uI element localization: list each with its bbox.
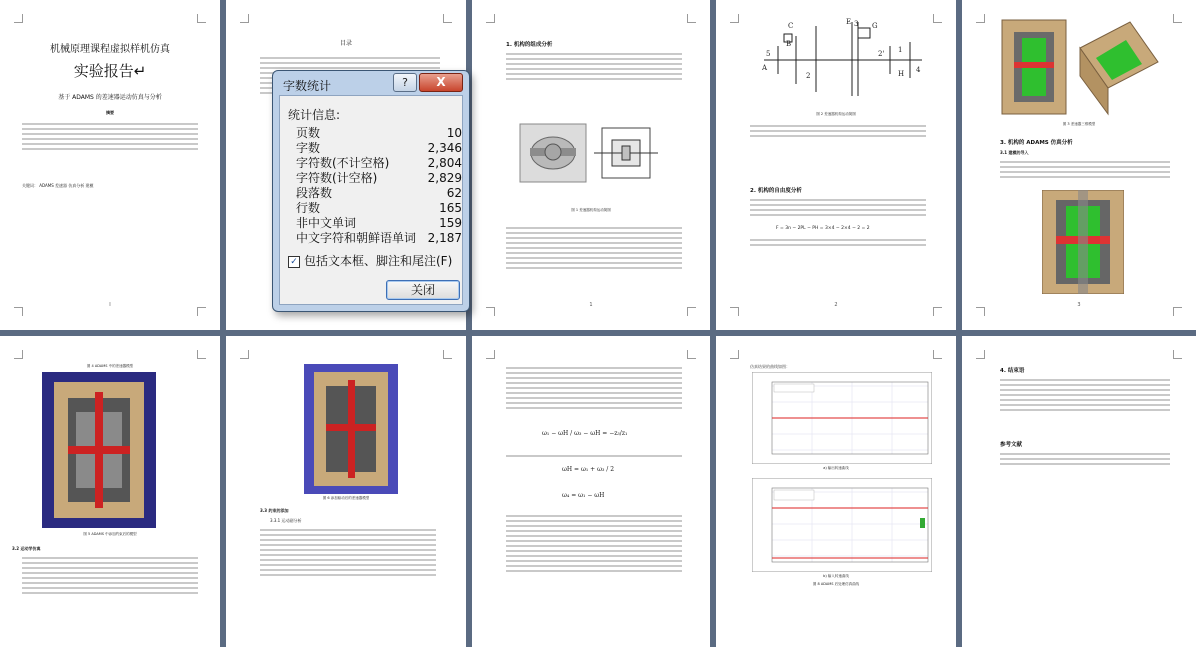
intro-text: 仿真结果的曲线如图： — [750, 364, 790, 369]
body-text — [506, 452, 682, 460]
equation: ω₁ − ωH / ω₃ − ωH = −z₃/z₁ — [542, 430, 628, 437]
adams-model-figure — [1042, 190, 1124, 294]
page-corner-mark — [976, 350, 985, 359]
doc-title: 机械原理课程虚拟样机仿真 — [50, 44, 170, 55]
page-corner-mark — [687, 307, 696, 316]
help-button[interactable]: ? — [393, 73, 417, 92]
body-text — [750, 196, 926, 219]
equation: ωH = ω₁ + ω₃ / 2 — [562, 466, 615, 473]
stat-row — [296, 186, 462, 201]
page-corner-mark — [486, 350, 495, 359]
adams-constraint-render — [304, 364, 398, 494]
stat-label: 中文字符和朝鲜语单词 — [296, 231, 417, 245]
page-corner-mark — [687, 350, 696, 359]
references-list — [1000, 450, 1170, 468]
page-corner-mark — [197, 307, 206, 316]
body-text — [260, 526, 436, 579]
stat-value: 2,187 — [427, 231, 462, 245]
plot-input-speed — [752, 478, 932, 572]
page-5 — [962, 0, 1196, 330]
page-corner-mark — [1173, 350, 1182, 359]
figure-caption: 图 6 添加驱动后的差速器模型 — [322, 496, 370, 500]
diagram-label: 4 — [916, 66, 921, 74]
figure-caption: a) 输出转速曲线 — [823, 466, 849, 470]
dof-formula: F = 3n − 2PL − PH = 3×4 − 2×4 − 2 = 2 — [776, 226, 870, 231]
page-corner-mark — [933, 350, 942, 359]
page-corner-mark — [1173, 14, 1182, 23]
gearbox-schematic-figure — [594, 122, 658, 184]
page-number: I — [109, 302, 111, 308]
page-corner-mark — [197, 14, 206, 23]
body-text — [750, 122, 926, 140]
adams-gear-render — [42, 372, 156, 528]
stat-value: 159 — [439, 216, 462, 230]
figure-caption: 图 1 差速器机构运动简图 — [571, 208, 611, 212]
figure-caption: 图 3 差速器三维模型 — [1062, 122, 1096, 126]
figure-caption: 图 4 ADAMS 中的差速器模型 — [86, 364, 134, 368]
page-corner-mark — [933, 307, 942, 316]
stat-label: 段落数 — [296, 186, 333, 200]
figure-caption: 图 5 ADAMS 中添加约束后的模型 — [83, 532, 137, 536]
section-heading: 3.2 运动学仿真 — [12, 546, 41, 551]
close-button[interactable]: 关闭 — [386, 280, 460, 300]
figure-caption: b) 输入转速曲线 — [823, 574, 849, 578]
page-1 — [0, 0, 220, 330]
stat-label: 行数 — [296, 201, 321, 215]
stat-label: 页数 — [296, 126, 321, 140]
page-corner-mark — [976, 14, 985, 23]
equation: ω₄ = ω₁ − ωH — [562, 492, 605, 499]
stat-row — [296, 156, 462, 171]
diagram-label: 2 — [806, 72, 811, 80]
stat-value: 2,804 — [427, 156, 462, 170]
diagram-label: A — [762, 64, 768, 72]
section-subheading: 3.3.1 运动副分析 — [270, 518, 302, 523]
diagram-label: G — [872, 22, 878, 30]
stat-label: 字符数(计空格) — [296, 171, 378, 185]
stat-row — [296, 216, 462, 231]
page-7 — [226, 336, 466, 647]
page-corner-mark — [197, 350, 206, 359]
page-10 — [962, 336, 1196, 647]
section-heading: 1. 机构的组成分析 — [506, 42, 553, 48]
section-heading: 4. 结束语 — [1000, 368, 1025, 374]
differential-model-render — [1000, 18, 1160, 118]
abstract-text — [22, 120, 198, 153]
figure-caption: 图 2 差速器机构运动简图 — [816, 112, 856, 116]
gearbox-render-figure — [516, 118, 590, 188]
page-3 — [472, 0, 710, 330]
stat-label: 非中文单词 — [296, 216, 357, 230]
stat-row — [296, 201, 462, 216]
body-text — [750, 236, 926, 249]
page-corner-mark — [730, 14, 739, 23]
dialog-title: 字数统计 — [283, 79, 332, 93]
page-corner-mark — [14, 307, 23, 316]
stat-label: 字符数(不计空格) — [296, 156, 390, 170]
references-heading: 参考文献 — [1000, 442, 1023, 448]
stat-value: 165 — [439, 201, 462, 215]
page-corner-mark — [1173, 307, 1182, 316]
page-corner-mark — [443, 14, 452, 23]
page-number: 3 — [1077, 302, 1081, 308]
section-subheading: 3.1 建模的导入 — [1000, 150, 1029, 155]
doc-subtitle: 实验报告↵ — [73, 62, 147, 80]
page-corner-mark — [486, 307, 495, 316]
word-count-dialog — [272, 70, 470, 312]
body-text — [1000, 376, 1170, 414]
diagram-label: B — [786, 40, 792, 48]
body-text — [22, 554, 198, 597]
checkmark-icon: ✓ — [288, 256, 300, 268]
body-text — [506, 512, 682, 575]
stat-row — [296, 231, 462, 246]
page-corner-mark — [14, 350, 23, 359]
diagram-label: 1 — [898, 46, 903, 54]
page-corner-mark — [730, 350, 739, 359]
figure-caption: 图 8 ADAMS 后处理仿真曲线 — [812, 582, 860, 586]
page-8 — [472, 336, 710, 647]
stat-value: 10 — [446, 126, 462, 140]
page-corner-mark — [486, 14, 495, 23]
plot-output-speed — [752, 372, 932, 464]
statistics-label: 统计信息: — [288, 108, 341, 122]
page-corner-mark — [240, 14, 249, 23]
stat-row — [296, 141, 462, 156]
doc-tagline: 基于 ADAMS 的差速器运动仿真与分析 — [58, 94, 162, 101]
stat-row — [296, 126, 462, 141]
body-text — [506, 364, 682, 412]
diagram-label: 2' — [878, 50, 885, 58]
diagram-label: H — [898, 70, 905, 78]
page-corner-mark — [687, 14, 696, 23]
diagram-label: E — [846, 18, 852, 26]
body-text — [506, 224, 682, 272]
page-corner-mark — [933, 14, 942, 23]
section-heading: 3.3 约束的添加 — [260, 508, 289, 513]
toc-title: 目录 — [339, 40, 352, 47]
section-heading: 2. 机构的自由度分析 — [750, 188, 802, 194]
body-text — [506, 50, 682, 83]
page-corner-mark — [976, 307, 985, 316]
abstract-label: 摘要 — [106, 110, 114, 115]
checkbox-label: 包括文本框、脚注和尾注(F) — [304, 254, 453, 268]
page-9 — [716, 336, 956, 647]
stat-value: 2,346 — [427, 141, 462, 155]
diagram-label: C — [788, 22, 794, 30]
diagram-label: 5 — [766, 50, 771, 58]
close-icon[interactable]: X — [419, 73, 463, 92]
mechanism-diagram — [758, 16, 928, 102]
body-text — [1000, 158, 1170, 181]
stat-value: 62 — [446, 186, 462, 200]
keywords: 关键词： ADAMS 差速器 仿真分析 建模 — [22, 183, 94, 188]
include-textboxes-checkbox[interactable] — [288, 252, 452, 269]
page-corner-mark — [240, 350, 249, 359]
page-corner-mark — [14, 14, 23, 23]
section-heading: 3. 机构的 ADAMS 仿真分析 — [1000, 140, 1073, 146]
page-corner-mark — [443, 350, 452, 359]
page-number: 1 — [589, 302, 593, 308]
stat-label: 字数 — [296, 141, 321, 155]
dialog-body — [279, 95, 463, 305]
page-number: 2 — [834, 302, 838, 308]
diagram-label: 3 — [854, 20, 859, 28]
page-corner-mark — [730, 307, 739, 316]
stat-row — [296, 171, 462, 186]
stat-value: 2,829 — [427, 171, 462, 185]
page-6 — [0, 336, 220, 647]
page-4 — [716, 0, 956, 330]
